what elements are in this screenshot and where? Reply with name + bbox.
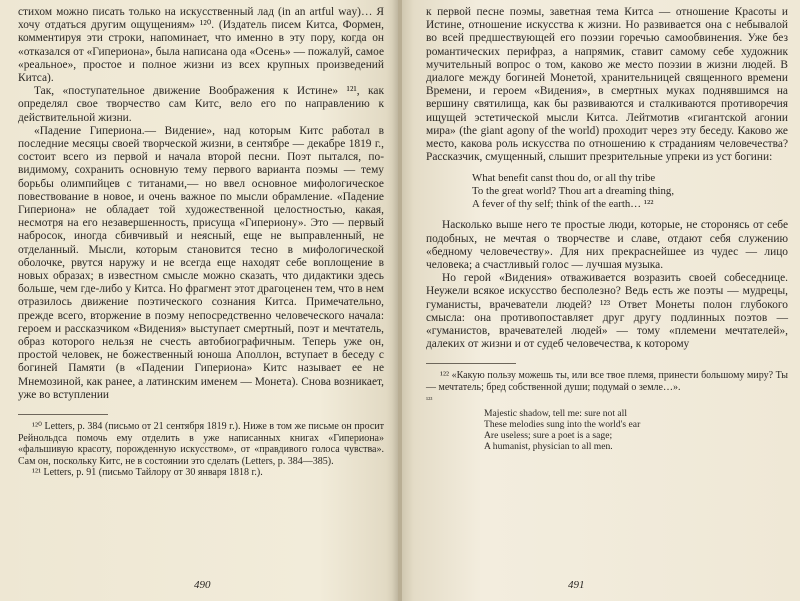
- left-paragraph-2: Так, «поступательное движение Воображения к Истине» ¹²¹, как определял свое творчество сам Китс, вело его по направлению к действительной жизни.: [18, 85, 384, 124]
- left-page: [0, 0, 398, 601]
- footnote-rule: [426, 363, 516, 364]
- left-footnotes: [18, 421, 384, 479]
- right-paragraph-3: Но герой «Видения» отваживается возразить своей собеседнице. Неужели всякое искусство бесполезно? Ведь есть же поэты — мудрецы, гуманисты, врачеватели людей? ¹²³ Ответ Монеты полон глубокого смысла: она противопоставляет друг другу подлинных поэтов — «гуманистов, врачевателей людей» — тому «племени мечтателей», далеких от жизни и от судеб человечества, к которому: [426, 272, 788, 351]
- verse-line: To the great world? Thou art a dreaming thing,: [472, 185, 675, 198]
- page-number-right: 491: [568, 579, 585, 591]
- footnote-122: ¹²² «Какую пользу можешь ты, или все твое племя, принести большому миру? Ты — мечтатель; бред собственной души; подумай о земле…».: [426, 370, 788, 394]
- verse-line: What benefit canst thou do, or all thy tribe: [472, 172, 656, 185]
- right-footnotes: [426, 370, 788, 452]
- footnote-123-label: ¹²³: [426, 395, 433, 404]
- footnote-123-verse: [484, 408, 788, 452]
- page-number-left: 490: [194, 579, 211, 591]
- right-paragraph-2: Насколько выше него те простые люди, которые, не сторонясь от себе подобных, не мечтая о творчестве и славе, отдают себя служению «бедному человечеству». Для них прекраснейшее из чудес — лицо человека; а счастливый голос — лучшая музыка.: [426, 219, 788, 272]
- footnote-123: [426, 394, 788, 453]
- left-paragraph-1: стихом можно писать только на искусственный лад (in an artful way)… Я хочу отдаться другим ощущениям» ¹²⁰. (Издатель писем Китса, Формен, комментируя эти строки, напоминает, что именно в эту пору, когда он «отказался от «Гипериона», была написана ода «Осень» — пожалуй, самое «реальное», простое и полное жизни из всех крупных произведений Китса).: [18, 6, 384, 85]
- verse-line: A fever of thy self; think of the earth… ¹²²: [472, 198, 654, 211]
- left-paragraph-3: «Падение Гипериона.— Видение», над которым Китс работал в последние месяцы своей творческой жизни, в сентябре — декабре 1819 г., состоит всего из первой и начала второй песни. Поэт пытался, по-видимому, сохранить основную тему первого варианта поэмы — тему борьбы олимпийцев с титанами,— но ввел основное мифологическое повествование в новое, и очень важное по мысли обрамление. «Падение Гипериона» не обладает той художественной целостностью, какая, несмотря на его незавершенность, присуща «Гипериону». Это — первый набросок, иногда сбивчивый и неясный, еще не выправленный, не отделанный. Мысли, которым становится тесно в мифологической оболочке, рвутся наружу и не всегда еще находят себе воплощение в новых образах; в известном смысле можно сказать, что дидактики здесь больше, чем где-либо у Китса. Но фрагмент этот драгоценен тем, что в нем отразилось движение поэтического сознания Китса. Примечательно, прежде всего, вторжение в поэму непосредственно человеческого начала: героем и рассказчиком «Видения» выступает смертный, поэт и мечтатель, образ которого нельзя не счесть автобиографичным. Теперь уже он, простой человек, не божественный юноша Аполлон, вступает в беседу с богиней Памяти (в «Падении Гипериона» Китс называет ее не Мнемозиной, как ранее, а латинским именем — Монета). Снова возникает, уже во вступлении: [18, 124, 384, 401]
- footnote-120: ¹²⁰ Letters, p. 384 (письмо от 21 сентября 1819 г.). Ниже в том же письме он просит Рейнольдса помочь ему отделить в уже написанных книгах «Гипериона» «фальшивую красоту, порожденную искусством», от «правдивого голоса чувства». Сам он, поскольку Китс, не в состоянии это сделать (Letters, p. 384—385).: [18, 421, 384, 467]
- footnote-verse-line: Are useless; sure a poet is a sage;: [484, 430, 613, 442]
- right-paragraph-1: к первой песне поэмы, заветная тема Китса — отношение Красоты и Истине, отношение искусства к жизни. Но развивается она с небывалой во всей предшествующей его поэзии горечью самообвинения. Уже без романтических перифраз, а напрямик, ставит самому себе художник мучительный вопрос о том, каково же место поэзии в жизни людей. В диалоге между богиней Монетой, хранительницей священного времени Времени, и героем «Видения», в смертных муках поднявшимся на вершину святилища, как бы развиваются и сталкиваются противоречия ищущей эстетической мысли Китса. Лейтмотив «гигантской агонии мира» (the giant agony of the world) проходит через эту беседу. Каково же место, какова роль искусства по отношению к страданиям человечества? Рассказчик, смущенный, слышит презрительные упреки из уст богини:: [426, 6, 788, 164]
- left-page-body: [18, 6, 384, 479]
- verse-quote: [472, 172, 788, 211]
- right-page-body: [426, 6, 788, 452]
- footnote-verse-line: These melodies sung into the world's ear: [484, 419, 641, 431]
- footnote-rule: [18, 414, 108, 415]
- footnote-121: ¹²¹ Letters, p. 91 (письмо Тайлору от 30 января 1818 г.).: [32, 467, 263, 479]
- right-page: [402, 0, 800, 601]
- footnote-verse-line: A humanist, physician to all men.: [484, 441, 613, 453]
- footnote-verse-line: Majestic shadow, tell me: sure not all: [484, 408, 627, 420]
